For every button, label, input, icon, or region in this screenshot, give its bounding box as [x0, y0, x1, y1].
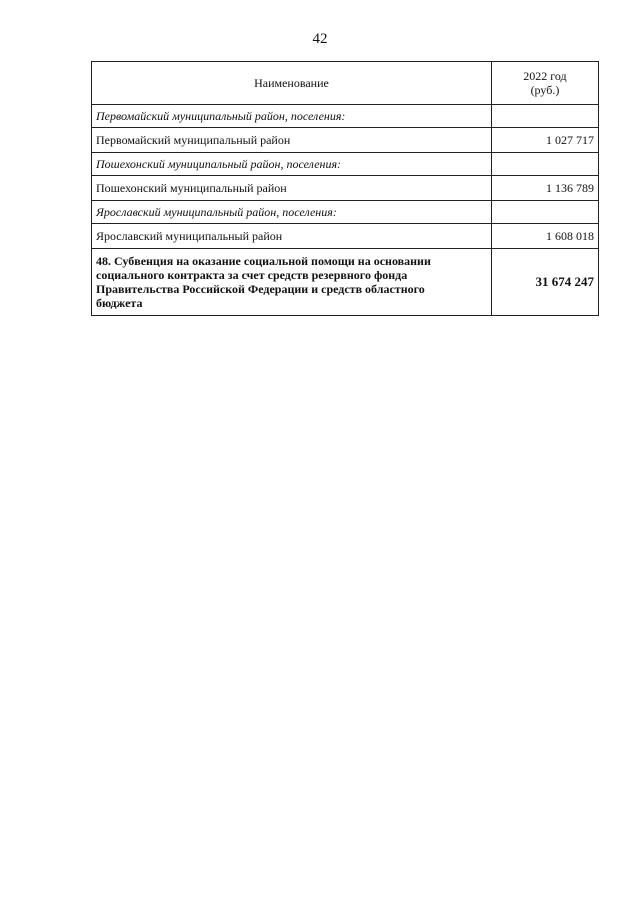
header-amount-year: 2022 год: [523, 69, 567, 83]
total-name-line: 48. Субвенция на оказание социальной помощи на основании: [96, 254, 431, 268]
table-row: [92, 224, 599, 249]
section-name-cell: Ярославский муниципальный район, поселения:: [92, 201, 492, 224]
header-amount-cell: [491, 62, 598, 105]
row-name-cell: Ярославский муниципальный район: [92, 224, 492, 249]
section-name-cell: Пошехонский муниципальный район, поселения:: [92, 153, 492, 176]
row-amount-cell: 1 608 018: [491, 224, 598, 249]
table-total-row: [92, 249, 599, 316]
section-amount-cell: [491, 105, 598, 128]
table-row: [92, 201, 599, 224]
table-row: [92, 153, 599, 176]
section-amount-cell: [491, 153, 598, 176]
section-amount-cell: [491, 201, 598, 224]
row-name-cell: Первомайский муниципальный район: [92, 128, 492, 153]
page-number: 42: [312, 31, 328, 47]
row-name-cell: Пошехонский муниципальный район: [92, 176, 492, 201]
row-amount-cell: 1 027 717: [491, 128, 598, 153]
total-name-line: Правительства Российской Федерации и средств областного: [96, 282, 425, 296]
total-name-cell: [92, 249, 492, 316]
table-row: [92, 105, 599, 128]
total-name-line: социального контракта за счет средств резервного фонда: [96, 268, 408, 282]
table-row: [92, 128, 599, 153]
section-name-cell: Первомайский муниципальный район, поселения:: [92, 105, 492, 128]
table-row: [92, 176, 599, 201]
total-name-line: бюджета: [96, 296, 143, 310]
budget-table: [91, 61, 599, 316]
table-header-row: [92, 62, 599, 105]
row-amount-cell: 1 136 789: [491, 176, 598, 201]
total-amount-cell: 31 674 247: [491, 249, 598, 316]
header-amount-unit: (руб.): [530, 83, 560, 97]
header-name-cell: Наименование: [92, 62, 492, 105]
